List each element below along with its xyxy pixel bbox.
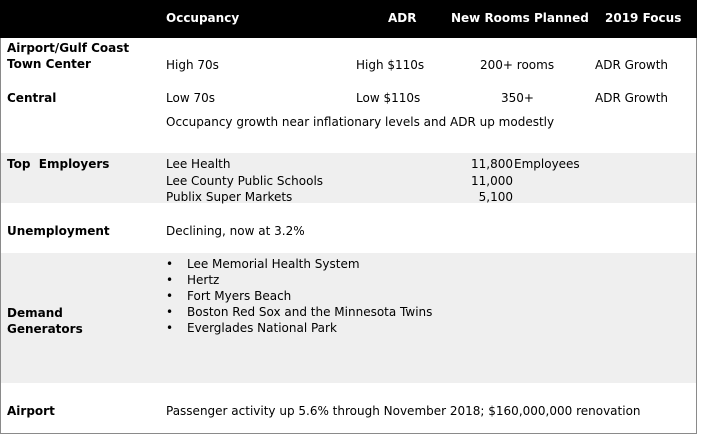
employer-name: Publix Super Markets [166, 190, 293, 204]
employer-name: Lee County Public Schools [166, 174, 324, 188]
demand-item-text: Lee Memorial Health System [187, 257, 360, 271]
demand-item-text: Everglades National Park [187, 321, 337, 335]
airport-gulf-adr: High $110s [356, 58, 425, 72]
row-label-airport-gulf-line2: Town Center [7, 57, 91, 71]
employer-count: 11,000 [471, 174, 513, 188]
central-rooms: 350+ [501, 91, 534, 105]
employer-count: 11,800 [471, 157, 513, 171]
demand-item-text: Boston Red Sox and the Minnesota Twins [187, 305, 433, 319]
row-label-central: Central [7, 91, 57, 105]
row-label-airport: Airport [7, 404, 55, 418]
central-occupancy: Low 70s [166, 91, 215, 105]
airport-value: Passenger activity up 5.6% through November 2018; $160,000,000 renovation [166, 404, 641, 418]
employer-name: Lee Health [166, 157, 231, 171]
row-label-top-employers: Top Employers [7, 157, 110, 171]
employees-unit: Employees [514, 157, 580, 171]
central-note: Occupancy growth near inflationary levels and ADR up modestly [166, 115, 555, 129]
bullet-icon: • [166, 305, 174, 319]
airport-gulf-occupancy: High 70s [166, 58, 219, 72]
header-new-rooms: New Rooms Planned [451, 11, 589, 25]
central-adr: Low $110s [356, 91, 421, 105]
row-label-demand-line2: Generators [7, 322, 83, 336]
table-header [0, 0, 697, 38]
central-focus: ADR Growth [595, 91, 669, 105]
header-2019-focus: 2019 Focus [605, 11, 682, 25]
bullet-icon: • [166, 273, 174, 287]
airport-gulf-rooms: 200+ rooms [480, 58, 555, 72]
header-occupancy: Occupancy [166, 11, 240, 25]
row-label-airport-gulf-line1: Airport/Gulf Coast [7, 41, 130, 55]
bullet-icon: • [166, 321, 174, 335]
demand-item-text: Fort Myers Beach [187, 289, 292, 303]
header-adr: ADR [388, 11, 417, 25]
demand-item-text: Hertz [187, 273, 220, 287]
bullet-icon: • [166, 257, 174, 271]
employer-count: 5,100 [478, 190, 513, 204]
unemployment-value: Declining, now at 3.2% [166, 224, 305, 238]
row-label-unemployment: Unemployment [7, 224, 110, 238]
bullet-icon: • [166, 289, 174, 303]
airport-gulf-focus: ADR Growth [595, 58, 669, 72]
row-label-demand-line1: Demand [7, 306, 63, 320]
